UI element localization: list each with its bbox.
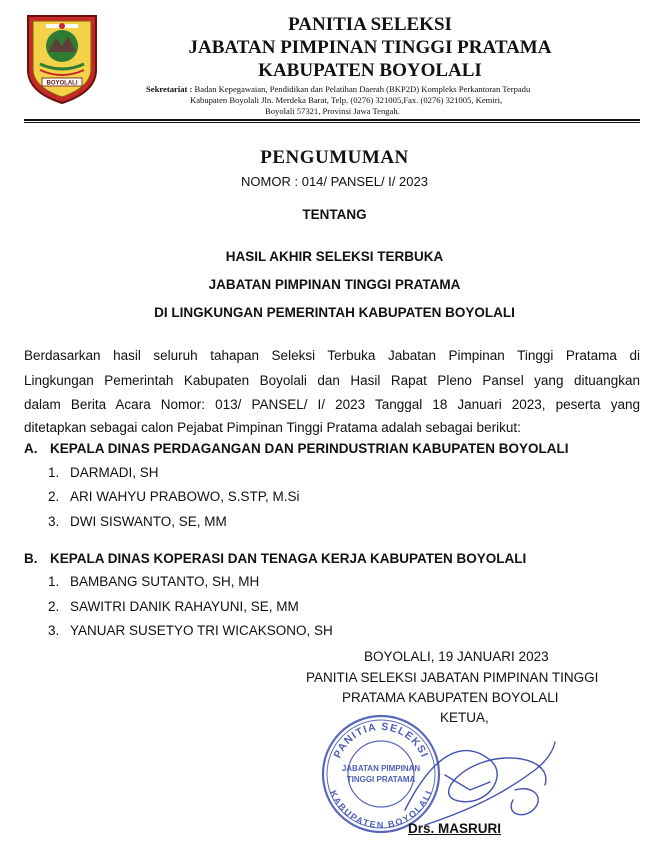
list-item-number: 2. — [48, 599, 60, 614]
signature-role: KETUA, — [440, 710, 489, 725]
boyolali-emblem-logo — [24, 12, 100, 106]
list-item — [48, 599, 299, 614]
subject-line-3: DI LINGKUNGAN PEMERINTAH KABUPATEN BOYOLALI — [154, 305, 515, 320]
section-b-heading — [24, 551, 526, 566]
list-item-name: DWI SISWANTO, SE, MM — [70, 514, 227, 529]
section-a-heading — [24, 441, 569, 456]
secretariat-label: Sekretariat : — [146, 84, 193, 94]
section-title: KEPALA DINAS KOPERASI DAN TENAGA KERJA KABUPATEN BOYOLALI — [50, 551, 527, 566]
paragraph-line-3: dalam Berita Acara Nomor: 013/ PANSEL/ I/ 2023 Tanggal 18 Januari 2023, peserta yang — [24, 397, 640, 412]
list-item — [48, 465, 159, 480]
list-item-name: BAMBANG SUTANTO, SH, MH — [70, 574, 260, 589]
header-line-3: KABUPATEN BOYOLALI — [258, 60, 482, 81]
signatory-name — [408, 821, 501, 836]
signatory-name-text: Drs. MASRURI — [408, 821, 502, 836]
list-item-number: 1. — [48, 465, 60, 480]
stamp-center-line-1: JABATAN PIMPINAN — [341, 764, 421, 773]
list-item — [48, 574, 259, 589]
list-item — [48, 489, 300, 504]
list-item-number: 3. — [48, 623, 60, 638]
list-item — [48, 514, 227, 529]
subject-line-2: JABATAN PIMPINAN TINGGI PRATAMA — [208, 277, 461, 292]
list-item-name: YANUAR SUSETYO TRI WICAKSONO, SH — [70, 623, 333, 638]
section-label: A. — [24, 441, 38, 456]
header-rule-thick — [24, 119, 640, 121]
signature-org-line-2: PRATAMA KABUPATEN BOYOLALI — [342, 690, 559, 705]
list-item-name: DARMADI, SH — [70, 465, 159, 480]
paragraph-line-1: Berdasarkan hasil seluruh tahapan Seleksi Terbuka Jabatan Pimpinan Tinggi Pratama di — [24, 348, 640, 363]
list-item-number: 3. — [48, 514, 60, 529]
paragraph-line-2: Lingkungan Pemerintah Kabupaten Boyolali dan Hasil Rapat Pleno Pansel yang dituangkan — [24, 373, 640, 388]
section-title: KEPALA DINAS PERDAGANGAN DAN PERINDUSTRIAN KABUPATEN BOYOLALI — [50, 441, 569, 456]
paragraph-line-4: ditetapkan sebagai calon Pejabat Pimpinan Tinggi Pratama adalah sebagai berikut: — [24, 420, 521, 435]
list-item-name: SAWITRI DANIK RAHAYUNI, SE, MM — [70, 599, 299, 614]
secretariat-address-1: Badan Kepegawaian, Pendidikan dan Pelatihan Daerah (BKP2D) Kompleks Perkantoran Terpadu — [194, 84, 531, 94]
list-item-number: 1. — [48, 574, 60, 589]
secretariat-line-2: Kabupaten Boyolali Jln. Merdeka Barat, Telp. (0276) 321005,Fax. (0276) 321005, Kemiri, — [190, 95, 503, 105]
signature-place-date: BOYOLALI, 19 JANUARI 2023 — [364, 649, 549, 664]
about-heading: TENTANG — [302, 207, 367, 222]
document-title: PENGUMUMAN — [260, 147, 409, 168]
header-line-2: JABATAN PIMPINAN TINGGI PRATAMA — [188, 37, 552, 58]
section-label: B. — [24, 551, 38, 566]
document-number: NOMOR : 014/ PANSEL/ I/ 2023 — [241, 174, 428, 189]
signature-org-line-1: PANITIA SELEKSI JABATAN PIMPINAN TINGGI — [306, 670, 599, 685]
secretariat-line-1 — [146, 84, 530, 95]
stamp-top-textpath: PANITIA SELEKSI — [331, 720, 431, 760]
list-item-name: ARI WAHYU PRABOWO, S.STP, M.Si — [70, 489, 300, 504]
stamp-center-line-2: TINGGI PRATAMA — [346, 775, 416, 784]
list-item — [48, 623, 333, 638]
secretariat-line-3: Boyolali 57321, Provinsi Jawa Tengah. — [265, 106, 400, 116]
subject-line-1: HASIL AKHIR SELEKSI TERBUKA — [225, 249, 444, 264]
logo-caption: BOYOLALI — [46, 80, 78, 87]
header-line-1: PANITIA SELEKSI — [288, 14, 452, 35]
list-item-number: 2. — [48, 489, 60, 504]
stamp-bottom-textpath: KABUPATEN BOYOLALI — [327, 789, 435, 831]
header-rule-thin — [24, 122, 640, 123]
